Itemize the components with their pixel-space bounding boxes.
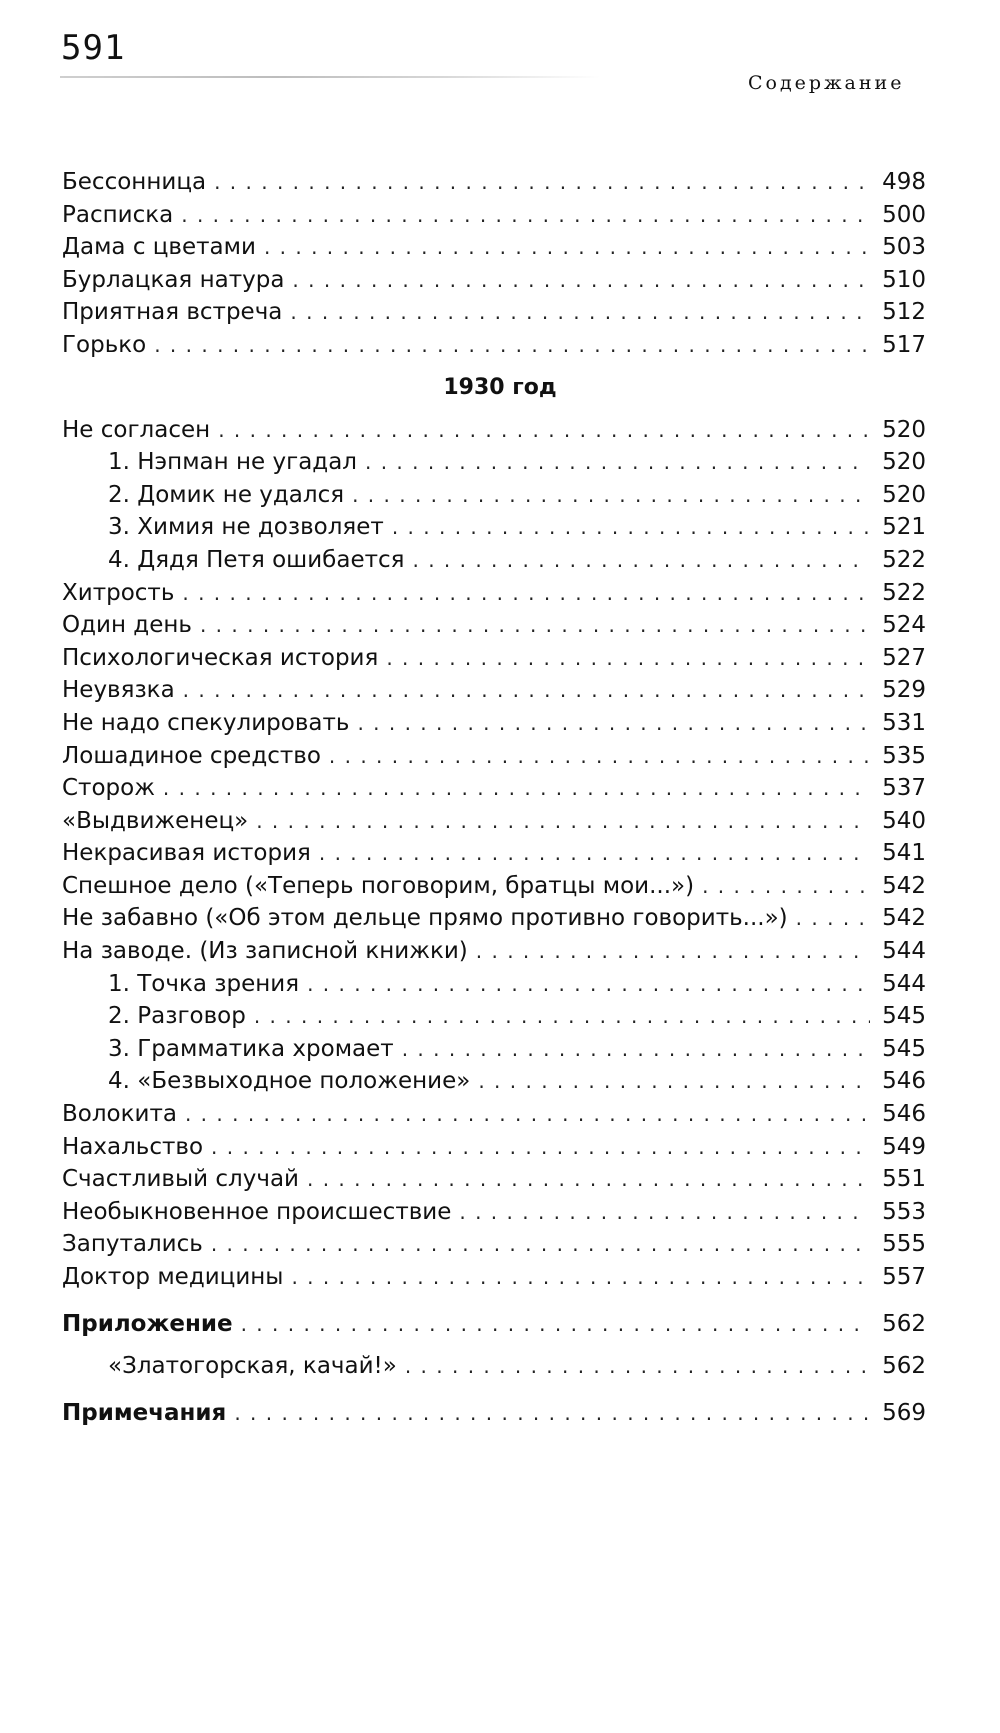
toc-entry-title: Бессонница [62, 169, 207, 195]
toc-entry-title: «Златогорская, качай!» [108, 1353, 397, 1380]
toc-entry-title: 4. Дядя Петя ошибается [108, 546, 405, 573]
toc-entry-page: 541 [882, 840, 926, 867]
dot-leader [796, 902, 870, 935]
dot-leader [402, 1033, 870, 1066]
dot-leader [183, 674, 870, 707]
toc-entry [62, 870, 926, 903]
dot-leader [365, 446, 870, 479]
toc-entry-page: 542 [882, 905, 926, 932]
table-of-contents [62, 166, 926, 1429]
toc-entry [62, 642, 926, 675]
toc-entry [62, 296, 926, 329]
toc-entry [62, 231, 926, 264]
toc-entry-page: 517 [882, 331, 926, 358]
toc-entry [62, 1131, 926, 1164]
toc-entry-page: 500 [882, 201, 926, 228]
toc-entry [62, 805, 926, 838]
toc-entry-page: 557 [882, 1264, 926, 1290]
toc-entry [62, 166, 926, 199]
toc-entry-title: Спешное дело («Теперь поговорим, братцы мои...») [62, 872, 695, 899]
toc-entry [62, 740, 926, 773]
toc-entry-title: На заводе. (Из записной книжки) [62, 938, 468, 965]
toc-entry-page: 522 [882, 579, 926, 606]
dot-leader [163, 772, 870, 805]
section-gap [62, 1294, 926, 1308]
toc-entry-title: Горько [62, 331, 147, 358]
dot-leader [214, 166, 870, 199]
toc-entry-page: 520 [882, 449, 926, 476]
dot-leader [211, 1228, 870, 1261]
toc-entry-page: 562 [882, 1310, 926, 1337]
toc-notes [62, 1397, 926, 1430]
toc-entry [62, 1261, 926, 1294]
toc-entry-page: 529 [882, 677, 926, 704]
dot-leader [290, 296, 870, 329]
dot-leader [459, 1196, 870, 1229]
dot-leader [234, 1397, 870, 1430]
toc-entry-page: 545 [882, 1035, 926, 1062]
toc-entry-page: 512 [882, 299, 926, 326]
toc-entry [62, 1098, 926, 1131]
section-gap [62, 1383, 926, 1397]
toc-entry-title: Психологическая история [62, 644, 379, 671]
toc-entry [62, 199, 926, 232]
toc-entry-title: Бурлацкая натура [62, 266, 285, 293]
toc-entry [62, 1163, 926, 1196]
toc-subentry [62, 1065, 926, 1098]
dot-leader [476, 935, 870, 968]
toc-subentry [62, 1033, 926, 1066]
toc-entry-title: Не согласен [62, 416, 211, 443]
dot-leader [218, 414, 870, 447]
toc-entry-page: 527 [882, 644, 926, 671]
toc-entry-title: Не забавно («Об этом дельце прямо противно говорить...») [62, 905, 788, 932]
toc-entry [62, 414, 926, 447]
dot-leader [264, 231, 870, 264]
toc-entry-title: 1. Точка зрения [108, 970, 300, 997]
dot-leader [154, 329, 870, 362]
toc-entry-page: 562 [882, 1353, 926, 1380]
toc-subentry [62, 1000, 926, 1033]
dot-leader [256, 805, 870, 838]
toc-entry-page: 521 [882, 514, 926, 541]
dot-leader [211, 1131, 870, 1164]
toc-entry-title: 2. Домик не удался [108, 481, 345, 508]
toc-entry-title: Примечания [62, 1399, 227, 1426]
dot-leader [319, 837, 870, 870]
toc-entry-title: Один день [62, 612, 192, 639]
toc-entry [62, 329, 926, 362]
toc-entry-page: 537 [882, 775, 926, 802]
page-number: 591 [61, 28, 126, 68]
toc-entry [62, 674, 926, 707]
toc-entry-title: Запутались [62, 1231, 203, 1258]
toc-entry-page: 544 [882, 970, 926, 997]
toc-entry-page: 503 [882, 234, 926, 261]
running-head: Содержание [748, 72, 905, 94]
toc-entry [62, 707, 926, 740]
toc-entry-page: 520 [882, 481, 926, 508]
toc-entry [62, 772, 926, 805]
toc-entry-title: Неувязка [62, 677, 175, 704]
toc-entry-page: 498 [882, 169, 926, 195]
toc-entry-title: Хитрость [62, 579, 175, 606]
dot-leader [329, 740, 870, 773]
dot-leader [478, 1065, 870, 1098]
year-heading: 1930 год [443, 374, 557, 400]
toc-entry-page: 555 [882, 1231, 926, 1258]
toc-entry [62, 609, 926, 642]
dot-leader [392, 511, 870, 544]
toc-entry-page: 520 [882, 416, 926, 443]
dot-leader [181, 199, 870, 232]
toc-appendix [62, 1308, 926, 1341]
toc-entry-page: 531 [882, 709, 926, 736]
dot-leader [292, 264, 870, 297]
toc-entry-page: 510 [882, 266, 926, 293]
dot-leader [200, 609, 870, 642]
toc-subentry [62, 446, 926, 479]
toc-entry-title: Доктор медицины [62, 1264, 284, 1290]
toc-entry-page: 545 [882, 1003, 926, 1030]
toc-entry-page: 569 [882, 1399, 926, 1426]
section-gap [62, 1340, 926, 1350]
toc-entry [62, 1228, 926, 1261]
toc-entry-page: 544 [882, 938, 926, 965]
toc-entry [62, 577, 926, 610]
toc-entry [62, 902, 926, 935]
toc-entry-title: Приятная встреча [62, 299, 283, 326]
dot-leader [182, 577, 870, 610]
dot-leader [386, 642, 870, 675]
toc-entry-page: 553 [882, 1198, 926, 1225]
dot-leader [412, 544, 870, 577]
toc-entry-page: 540 [882, 807, 926, 834]
toc-entry [62, 264, 926, 297]
dot-leader [291, 1261, 870, 1294]
header-rule [60, 76, 600, 78]
toc-entry [62, 935, 926, 968]
toc-entry-title: «Выдвиженец» [62, 807, 249, 834]
toc-entry-title: Расписка [62, 201, 174, 228]
toc-entry-page: 522 [882, 546, 926, 573]
toc-entry-title: Некрасивая история [62, 840, 311, 867]
toc-subentry [62, 544, 926, 577]
dot-leader [352, 479, 870, 512]
dot-leader [307, 968, 870, 1001]
toc-entry-title: Волокита [62, 1101, 177, 1128]
toc-entry [62, 1196, 926, 1229]
toc-entry-page: 524 [882, 612, 926, 639]
toc-entry-title: 3. Химия не дозволяет [108, 514, 384, 541]
toc-entry-title: Лошадиное средство [62, 742, 321, 769]
toc-entry-title: Дама с цветами [62, 234, 256, 261]
toc-entry [62, 837, 926, 870]
toc-entry-page: 546 [882, 1101, 926, 1128]
toc-entry-title: 1. Нэпман не угадал [108, 449, 357, 476]
toc-subentry [62, 479, 926, 512]
dot-leader [702, 870, 870, 903]
dot-leader [241, 1308, 870, 1341]
toc-subentry [62, 1350, 926, 1383]
toc-entry-title: Счастливый случай [62, 1166, 299, 1193]
toc-subentry [62, 511, 926, 544]
toc-entry-title: 2. Разговор [108, 1003, 246, 1030]
toc-entry-page: 549 [882, 1133, 926, 1160]
toc-entry-page: 551 [882, 1166, 926, 1193]
toc-entry-page: 546 [882, 1068, 926, 1095]
toc-entry-title: 4. «Безвыходное положение» [108, 1068, 471, 1095]
dot-leader [254, 1000, 870, 1033]
toc-entry-title: Приложение [62, 1310, 233, 1337]
dot-leader [307, 1163, 870, 1196]
toc-entry-title: Сторож [62, 775, 155, 802]
toc-entry-page: 542 [882, 872, 926, 899]
dot-leader [357, 707, 870, 740]
toc-entry-title: Необыкновенное происшествие [62, 1198, 452, 1225]
toc-entry-title: 3. Грамматика хромает [108, 1035, 394, 1062]
toc-entry-title: Не надо спекулировать [62, 709, 350, 736]
toc-subentry [62, 968, 926, 1001]
toc-entry-title: Нахальство [62, 1133, 204, 1160]
toc-entry-page: 535 [882, 742, 926, 769]
dot-leader [185, 1098, 870, 1131]
dot-leader [405, 1350, 870, 1383]
